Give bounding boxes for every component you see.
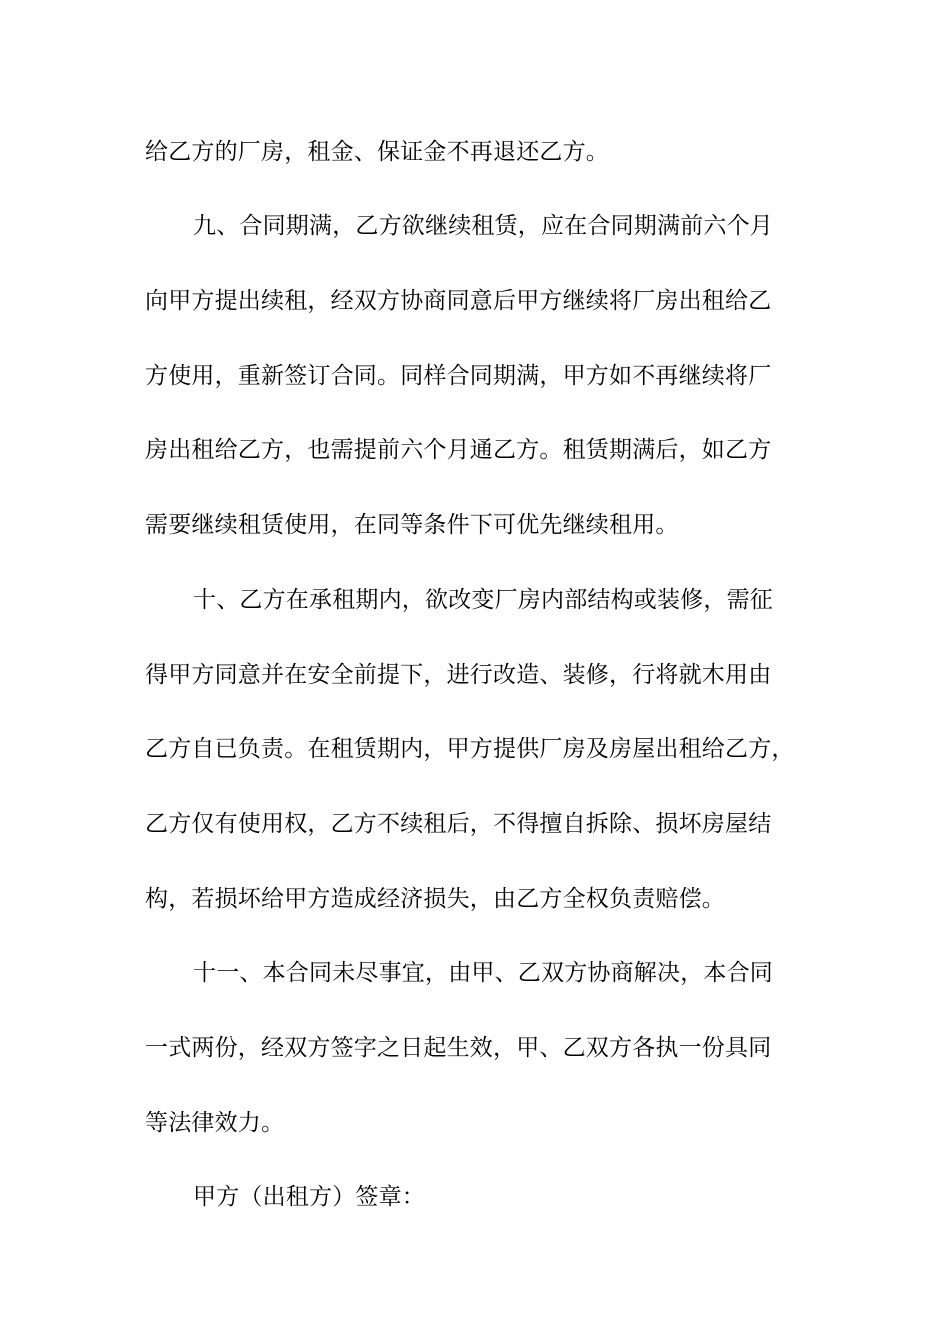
paragraph-line: 九、合同期满，乙方欲继续租赁，应在合同期满前六个月 xyxy=(193,213,773,239)
paragraph-line: 构，若损坏给甲方造成经济损失，由乙方全权负责赔偿。 xyxy=(145,886,725,912)
paragraph-line: 乙方自已负责。在租赁期内，甲方提供厂房及房屋出租给乙方， xyxy=(145,736,795,762)
paragraph-line: 需要继续租赁使用，在同等条件下可优先继续租用。 xyxy=(145,512,679,538)
paragraph-line: 十一、本合同未尽事宜，由甲、乙双方协商解决，本合同 xyxy=(193,960,773,986)
paragraph-line: 乙方仅有使用权，乙方不续租后，不得擅自拆除、损坏房屋结 xyxy=(145,811,772,837)
paragraph-line: 给乙方的厂房，租金、保证金不再退还乙方。 xyxy=(145,139,609,165)
paragraph-line: 一式两份，经双方签字之日起生效，甲、乙双方各执一份具同 xyxy=(145,1035,772,1061)
paragraph-line: 方使用，重新签订合同。同样合同期满，甲方如不再继续将厂 xyxy=(145,363,772,389)
paragraph-line: 十、乙方在承租期内，欲改变厂房内部结构或装修，需征 xyxy=(193,587,773,613)
paragraph-line: 等法律效力。 xyxy=(145,1110,285,1136)
signature-label: 甲方（出租方）签章： xyxy=(193,1184,425,1210)
paragraph-line: 房出租给乙方，也需提前六个月通乙方。租赁期满后，如乙方 xyxy=(145,437,772,463)
paragraph-line: 得甲方同意并在安全前提下，进行改造、装修，行将就木用由 xyxy=(145,662,772,688)
paragraph-line: 向甲方提出续租，经双方协商同意后甲方继续将厂房出租给乙 xyxy=(145,288,772,314)
